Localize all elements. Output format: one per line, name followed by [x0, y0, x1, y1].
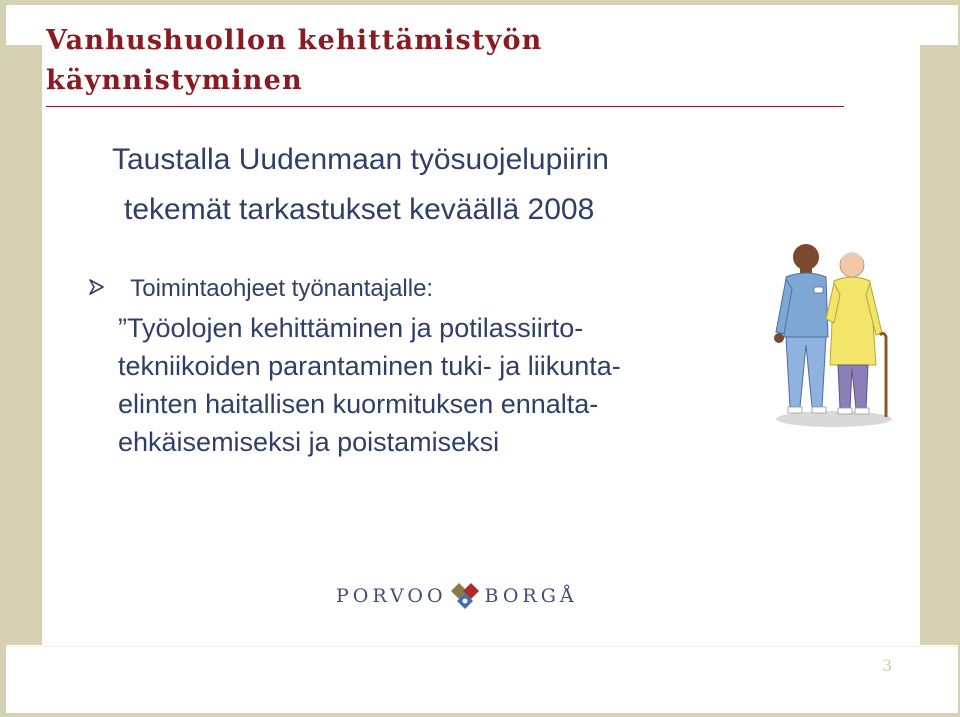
bullet-line-1: ”Työolojen kehittäminen ja potilassiirto- — [118, 313, 584, 343]
frame-top — [0, 0, 960, 4]
left-margin — [6, 45, 42, 645]
bullet-body — [118, 309, 758, 461]
intro-line-2: tekemät tarkastukset keväällä 2008 — [124, 193, 595, 226]
arrow-bullet-icon — [88, 271, 110, 309]
title-divider — [46, 106, 844, 107]
logo-emblem-icon — [451, 579, 481, 613]
bullet-line-2: tekniikoiden parantaminen tuki- ja liikunta- — [118, 351, 621, 381]
bullet-line-3: elinten haitallisen kuormituksen ennalta- — [118, 389, 599, 419]
logo-text-porvoo: PORVOO — [336, 585, 447, 607]
slide — [6, 5, 958, 712]
porvoo-borga-logo — [336, 579, 578, 613]
title-line-1: Vanhushuollon kehittämistyön — [46, 25, 543, 56]
intro-text — [112, 135, 812, 235]
bullet-label: Toimintaohjeet työnantajalle: — [130, 275, 434, 302]
page-number: 3 — [882, 656, 893, 675]
bullet-line-4: ehkäisemiseksi ja poistamiseksi — [118, 427, 500, 457]
intro-line-1: Taustalla Uudenmaan työsuojelupiirin — [112, 143, 609, 176]
slide-title — [46, 21, 543, 101]
caregiver-elderly-illustration — [734, 237, 904, 437]
right-margin — [920, 45, 958, 645]
logo-text-borga: BORGÅ — [484, 585, 578, 607]
footer-band — [6, 646, 958, 713]
title-line-2: käynnistyminen — [46, 65, 303, 96]
bullet-heading — [88, 270, 433, 309]
